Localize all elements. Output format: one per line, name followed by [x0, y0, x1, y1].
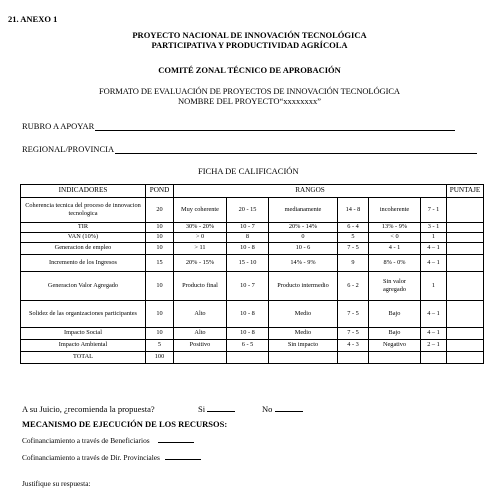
mechanism-option-1-label: Cofinanciamiento a través de Beneficiarios	[22, 436, 150, 445]
annex-label: 21. ANEXO 1	[8, 14, 58, 24]
range-cell-2: 6 - 5	[227, 340, 269, 352]
table-row	[21, 328, 484, 340]
range-cell-3: 0	[269, 233, 338, 243]
header-puntaje: PUNTAJE	[447, 185, 484, 198]
mechanism-title: MECANISMO DE EJECUCIÓN DE LOS RECURSOS:	[22, 419, 228, 429]
range-cell-4: 6 - 2	[338, 272, 369, 301]
no-label: No	[262, 404, 273, 414]
committee-title: COMITÉ ZONAL TÉCNICO DE APROBACIÓN	[158, 65, 341, 75]
table-row	[21, 198, 484, 223]
mechanism-option-2	[22, 452, 201, 462]
range-cell-1: 20% - 15%	[174, 255, 227, 272]
range-cell-3: Producto intermedio	[269, 272, 338, 301]
range-cell-4: 4 - 3	[338, 340, 369, 352]
scoring-table	[20, 184, 484, 364]
range-cell-5: Negativo	[369, 340, 421, 352]
si-option	[198, 404, 235, 414]
pond-cell: 5	[146, 340, 174, 352]
range-cell-4	[338, 352, 369, 364]
project-title-line1: PROYECTO NACIONAL DE INNOVACIÓN TECNOLÓGICA	[132, 30, 367, 40]
range-cell-1: Positivo	[174, 340, 227, 352]
range-cell-1: Alto	[174, 328, 227, 340]
range-cell-4: 7 - 5	[338, 328, 369, 340]
mechanism-option-2-label: Cofinanciamiento a través de Dir. Provinciales	[22, 453, 160, 462]
regional-field	[22, 144, 477, 154]
table-row	[21, 301, 484, 328]
range-cell-5: Sin valor agregado	[369, 272, 421, 301]
range-cell-6: 4 – 1	[421, 328, 447, 340]
si-blank[interactable]	[207, 404, 235, 412]
format-title: FORMATO DE EVALUACIÓN DE PROYECTOS DE INNOVACIÓN TECNOLÓGICA	[99, 86, 400, 96]
range-cell-1: > 0	[174, 233, 227, 243]
pond-cell: 100	[146, 352, 174, 364]
puntaje-cell[interactable]	[447, 198, 484, 223]
pond-cell: 20	[146, 198, 174, 223]
si-label: Si	[198, 404, 206, 414]
range-cell-3	[269, 352, 338, 364]
indicator-cell: Impacto Ambiental	[21, 340, 146, 352]
indicator-cell: Coherencia tecnica del proceso de innovacion tecnologica	[21, 198, 146, 223]
range-cell-3: Medio	[269, 301, 338, 328]
range-cell-2: 15 - 10	[227, 255, 269, 272]
range-cell-5: Bajo	[369, 301, 421, 328]
pond-cell: 10	[146, 272, 174, 301]
range-cell-1: Alto	[174, 301, 227, 328]
range-cell-2: 10 - 7	[227, 272, 269, 301]
range-cell-6: 3 - 1	[421, 223, 447, 233]
range-cell-3: 10 - 6	[269, 243, 338, 255]
range-cell-1: > 11	[174, 243, 227, 255]
range-cell-2: 8	[227, 233, 269, 243]
range-cell-1: Muy coherente	[174, 198, 227, 223]
range-cell-3: 14% - 9%	[269, 255, 338, 272]
range-cell-3: Sin impacto	[269, 340, 338, 352]
mechanism-option-1-blank[interactable]	[158, 435, 194, 443]
no-option	[262, 404, 303, 414]
table-row	[21, 233, 484, 243]
range-cell-2: 10 - 8	[227, 328, 269, 340]
range-cell-6: 1	[421, 272, 447, 301]
mechanism-option-2-blank[interactable]	[165, 452, 201, 460]
range-cell-6: 7 - 1	[421, 198, 447, 223]
range-cell-5	[369, 352, 421, 364]
ficha-title: FICHA DE CALIFICACIÓN	[198, 166, 299, 176]
range-cell-5: 4 - 1	[369, 243, 421, 255]
rubro-field	[22, 121, 455, 131]
table-row	[21, 243, 484, 255]
no-blank[interactable]	[275, 404, 303, 412]
range-cell-1: 30% - 20%	[174, 223, 227, 233]
indicator-cell: Impacto Social	[21, 328, 146, 340]
project-name-label: NOMBRE DEL PROYECTO“xxxxxxxx”	[177, 96, 322, 106]
justify-label: Justifique su respuesta:	[22, 479, 91, 488]
range-cell-6: 4 – 1	[421, 301, 447, 328]
range-cell-6: 4 – 1	[421, 255, 447, 272]
indicator-cell: Generacion Valor Agregado	[21, 272, 146, 301]
range-cell-2: 10 - 8	[227, 243, 269, 255]
range-cell-6	[421, 352, 447, 364]
range-cell-5: < 0	[369, 233, 421, 243]
pond-cell: 15	[146, 255, 174, 272]
puntaje-cell[interactable]	[447, 243, 484, 255]
rubro-line[interactable]	[95, 121, 455, 131]
range-cell-4: 7 - 5	[338, 301, 369, 328]
range-cell-2	[227, 352, 269, 364]
header-pond: POND	[146, 185, 174, 198]
pond-cell: 10	[146, 328, 174, 340]
rubro-label: RUBRO A APOYAR	[22, 121, 95, 131]
range-cell-1	[174, 352, 227, 364]
indicator-cell: TIR	[21, 223, 146, 233]
table-row	[21, 223, 484, 233]
range-cell-4: 7 - 5	[338, 243, 369, 255]
indicator-cell: Incremento de los Ingresos	[21, 255, 146, 272]
table-row	[21, 272, 484, 301]
recommend-question-text: A su Juicio, ¿recomienda la propuesta?	[22, 404, 155, 414]
puntaje-cell[interactable]	[447, 272, 484, 301]
indicator-cell: TOTAL	[21, 352, 146, 364]
puntaje-cell[interactable]	[447, 328, 484, 340]
range-cell-4: 6 - 4	[338, 223, 369, 233]
pond-cell: 10	[146, 301, 174, 328]
puntaje-cell[interactable]	[447, 255, 484, 272]
range-cell-1: Producto final	[174, 272, 227, 301]
pond-cell: 10	[146, 223, 174, 233]
header-rangos: RANGOS	[174, 185, 447, 198]
regional-line[interactable]	[115, 144, 477, 154]
table-header-row	[21, 185, 484, 198]
puntaje-cell[interactable]	[447, 340, 484, 352]
range-cell-3: 20% - 14%	[269, 223, 338, 233]
puntaje-cell[interactable]	[447, 301, 484, 328]
range-cell-2: 10 - 8	[227, 301, 269, 328]
range-cell-6: 2 – 1	[421, 340, 447, 352]
range-cell-5: Bajo	[369, 328, 421, 340]
table-row	[21, 352, 484, 364]
range-cell-3: medianamente	[269, 198, 338, 223]
range-cell-6: 1	[421, 233, 447, 243]
regional-label: REGIONAL/PROVINCIA	[22, 144, 115, 154]
indicator-cell: VAN (10%)	[21, 233, 146, 243]
range-cell-4: 5	[338, 233, 369, 243]
range-cell-2: 10 - 7	[227, 223, 269, 233]
recommend-question	[22, 404, 155, 414]
range-cell-4: 14 - 8	[338, 198, 369, 223]
pond-cell: 10	[146, 243, 174, 255]
pond-cell: 10	[146, 233, 174, 243]
mechanism-option-1	[22, 435, 194, 445]
indicator-cell: Solidez de las organizaciones participantes	[21, 301, 146, 328]
range-cell-3: Medio	[269, 328, 338, 340]
range-cell-5: 8% - 0%	[369, 255, 421, 272]
puntaje-cell[interactable]	[447, 352, 484, 364]
project-title-line2: PARTICIPATIVA Y PRODUCTIVIDAD AGRÍCOLA	[151, 40, 348, 50]
range-cell-6: 4 – 1	[421, 243, 447, 255]
table-row	[21, 340, 484, 352]
range-cell-5: 13% - 9%	[369, 223, 421, 233]
range-cell-5: incoherente	[369, 198, 421, 223]
range-cell-2: 20 - 15	[227, 198, 269, 223]
puntaje-cell[interactable]	[447, 223, 484, 233]
header-indicadores: INDICADORES	[21, 185, 146, 198]
range-cell-4: 9	[338, 255, 369, 272]
indicator-cell: Generacion de empleo	[21, 243, 146, 255]
puntaje-cell[interactable]	[447, 233, 484, 243]
table-row	[21, 255, 484, 272]
